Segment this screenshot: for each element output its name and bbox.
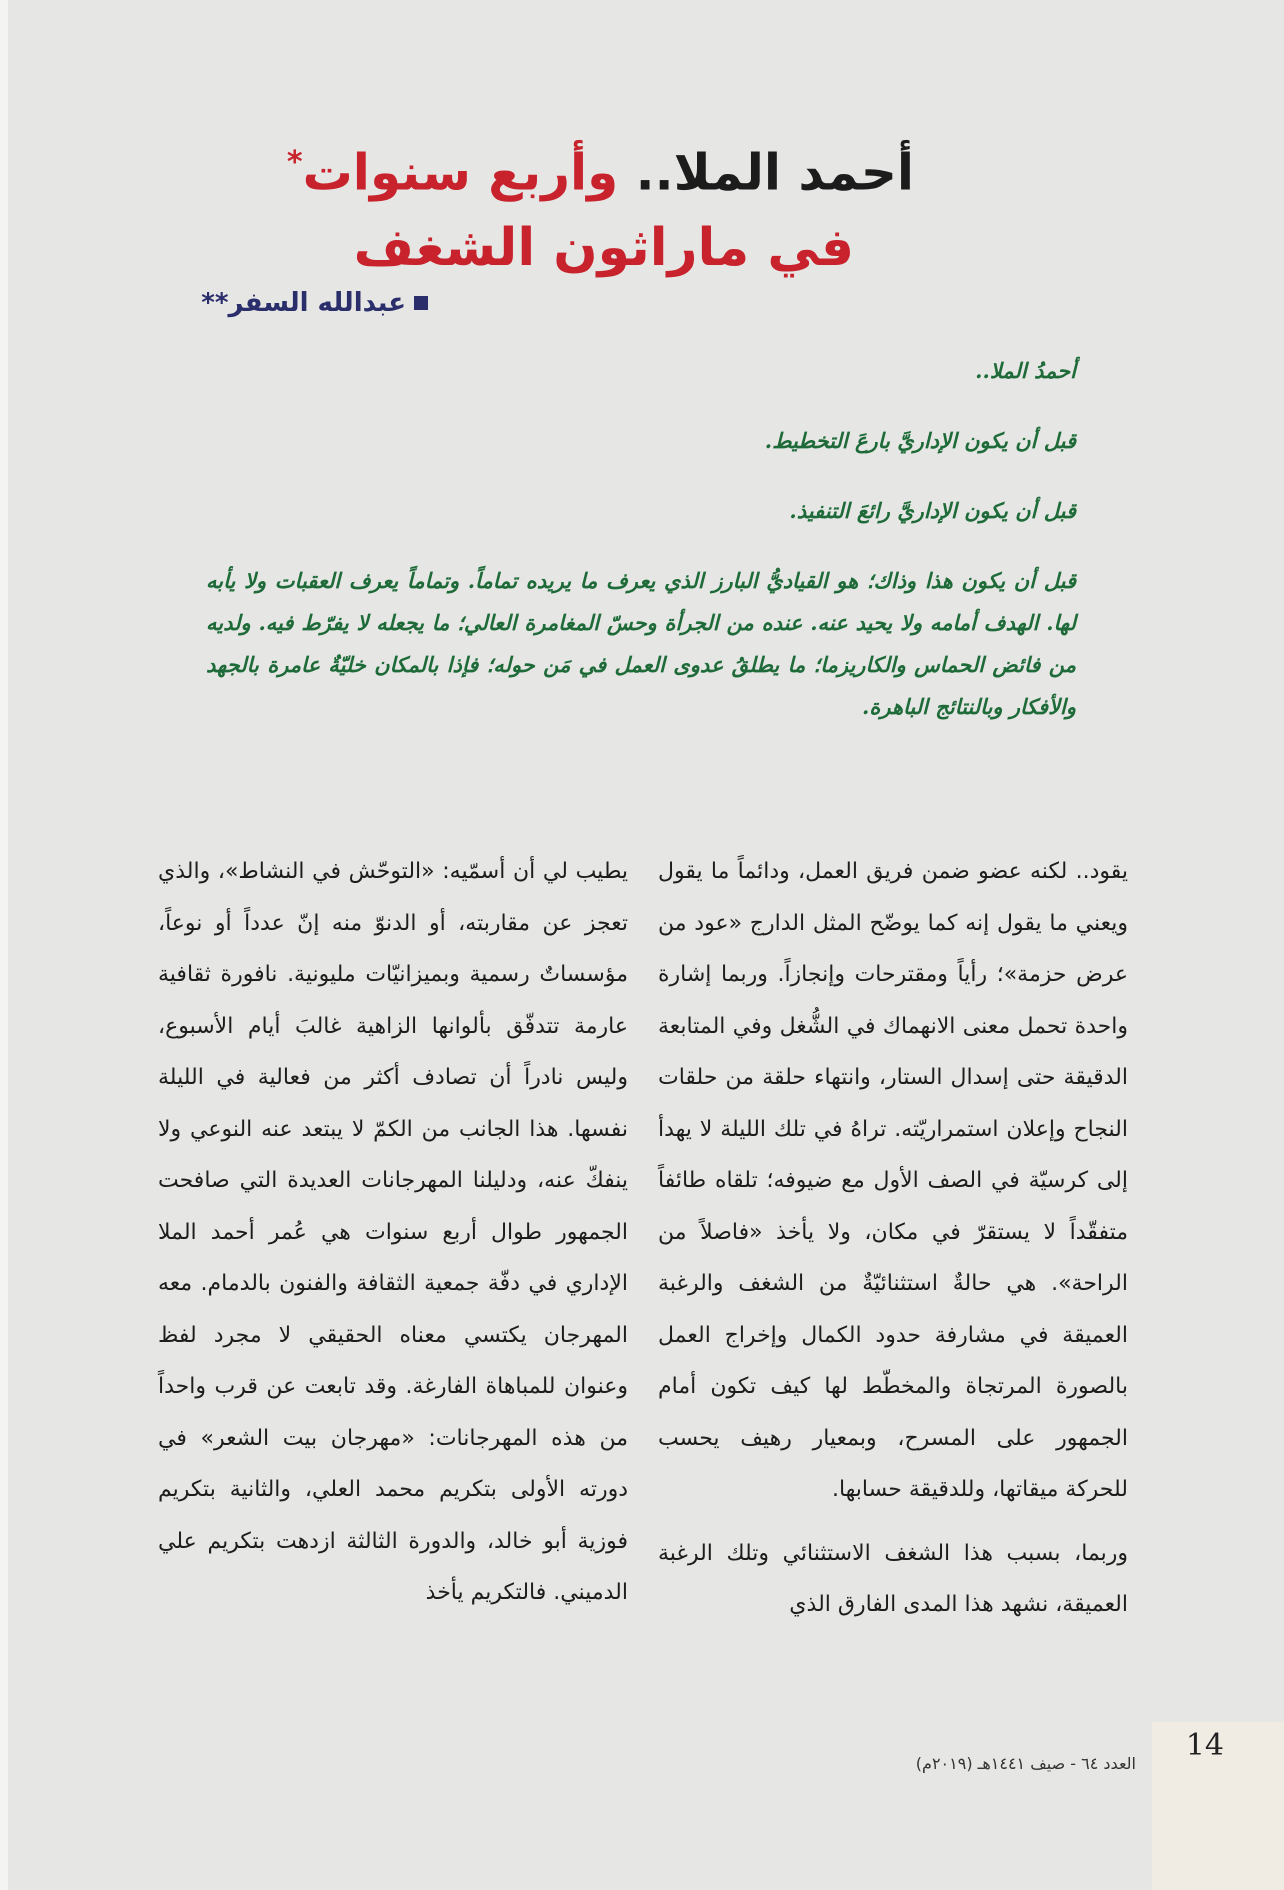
title-part-2: وأربع سنوات (302, 143, 619, 202)
page (8, 0, 1284, 1890)
intro-line: قبل أن يكون الإداريَّ بارعَ التخطيط. (764, 428, 1076, 453)
body-paragraph: وربما، بسبب هذا الشغف الاستثنائي وتلك الرغبة العميقة، نشهد هذا المدى الفارق الذي (658, 1540, 1128, 1617)
intro-line: أحمدُ الملا.. (975, 358, 1076, 383)
body-paragraph: يقود.. لكنه عضو ضمن فريق العمل، ودائماً ما يقول ويعني ما يقول إنه كما يوضّح المثل الدارج «عود من عرض حزمة»؛ رأياً ومقترحات وإنجازاً. وربما إشارة واحدة تحمل معنى الانهماك في الشُّغل وفي المتابعة الدقيقة حتى إسدال الستار، وانتهاء حلقة من حلقات النجاح وإعلان استمراريّته. تراهُ في تلك الليلة لا يهدأ إلى كرسيّة في الصف الأول مع ضيوفه؛ تلقاه طائفاً متفقّداً لا يستقرّ في مكان، ولا يأخذ «فاصلاً من الراحة». هي حالةٌ استثنائيّةٌ من الشغف والرغبة العميقة في مشارفة حدود الكمال وإخراج العمل بالصورة المرتجاة والمخطّط لها كيف تكون أمام الجمهور على المسرح، وبمعيار رهيف يحسب للحركة ميقاتها، وللدقيقة حسابها. (658, 859, 1128, 1502)
issue-info: العدد ٦٤ - صيف ١٤٤١هـ (٢٠١٩م) (915, 1754, 1136, 1773)
page-number: 14 (1185, 1728, 1224, 1763)
body-column-left (158, 846, 628, 1619)
body-column-right (658, 846, 1128, 1631)
author-line (201, 288, 428, 318)
square-bullet-icon (414, 296, 428, 310)
article-subtitle: في ماراثون الشغف (353, 218, 854, 278)
intro-block (206, 350, 1076, 728)
title-footnote-star: * (286, 145, 303, 180)
body-paragraph: يطيب لي أن أسمّيه: «التوحّش في النشاط»، والذي تعجز عن مقاربته، أو الدنوّ منه إنّ عدداً أو نوعاً، مؤسساتٌ رسمية وبميزانيّات مليونية. نافورة ثقافية عارمة تتدفّق بألوانها الزاهية غالبَ أيام الأسبوع، وليس نادراً أن تصادف أكثر من فعالية في الليلة نفسها. هذا الجانب من الكمّ لا يبتعد عنه النوعي ولا ينفكّ عنه، ودليلنا المهرجانات العديدة التي صافحت الجمهور طوال أربع سنوات هي عُمر أحمد الملا الإداري في دفّة جمعية الثقافة والفنون بالدمام. معه المهرجان يكتسي معناه الحقيقي لا مجرد لفظ وعنوان للمباهاة الفارغة. وقد تابعت عن قرب واحداً من هذه المهرجانات: «مهرجان بيت الشعر» في دورته الأولى بتكريم محمد العلي، والثانية بتكريم فوزية أبو خالد، والدورة الثالثة ازدهت بتكريم علي الدميني. فالتكريم يأخذ (158, 859, 628, 1605)
intro-line: قبل أن يكون الإداريَّ رائعَ التنفيذ. (789, 498, 1076, 523)
intro-paragraph: قبل أن يكون هذا وذاك؛ هو القياديُّ البارز الذي يعرف ما يريده تماماً. وتماماً يعرف العقبات ولا يأبه لها. الهدف أمامه ولا يحيد عنه. عنده من الجرأة وحسّ المغامرة العالي؛ ما يجعله لا يفرّط فيه. ولديه من فائض الحماس والكاريزما؛ ما يطلقُ عدوى العمل في مَن حوله؛ فإذا بالمكان خليّةٌ عامرة بالجهد والأفكار وبالنتائج الباهرة. (206, 568, 1076, 719)
title-part-1: أحمد الملا.. (618, 143, 914, 202)
article-title (287, 128, 914, 208)
author-name: عبدالله السفر** (201, 288, 406, 318)
